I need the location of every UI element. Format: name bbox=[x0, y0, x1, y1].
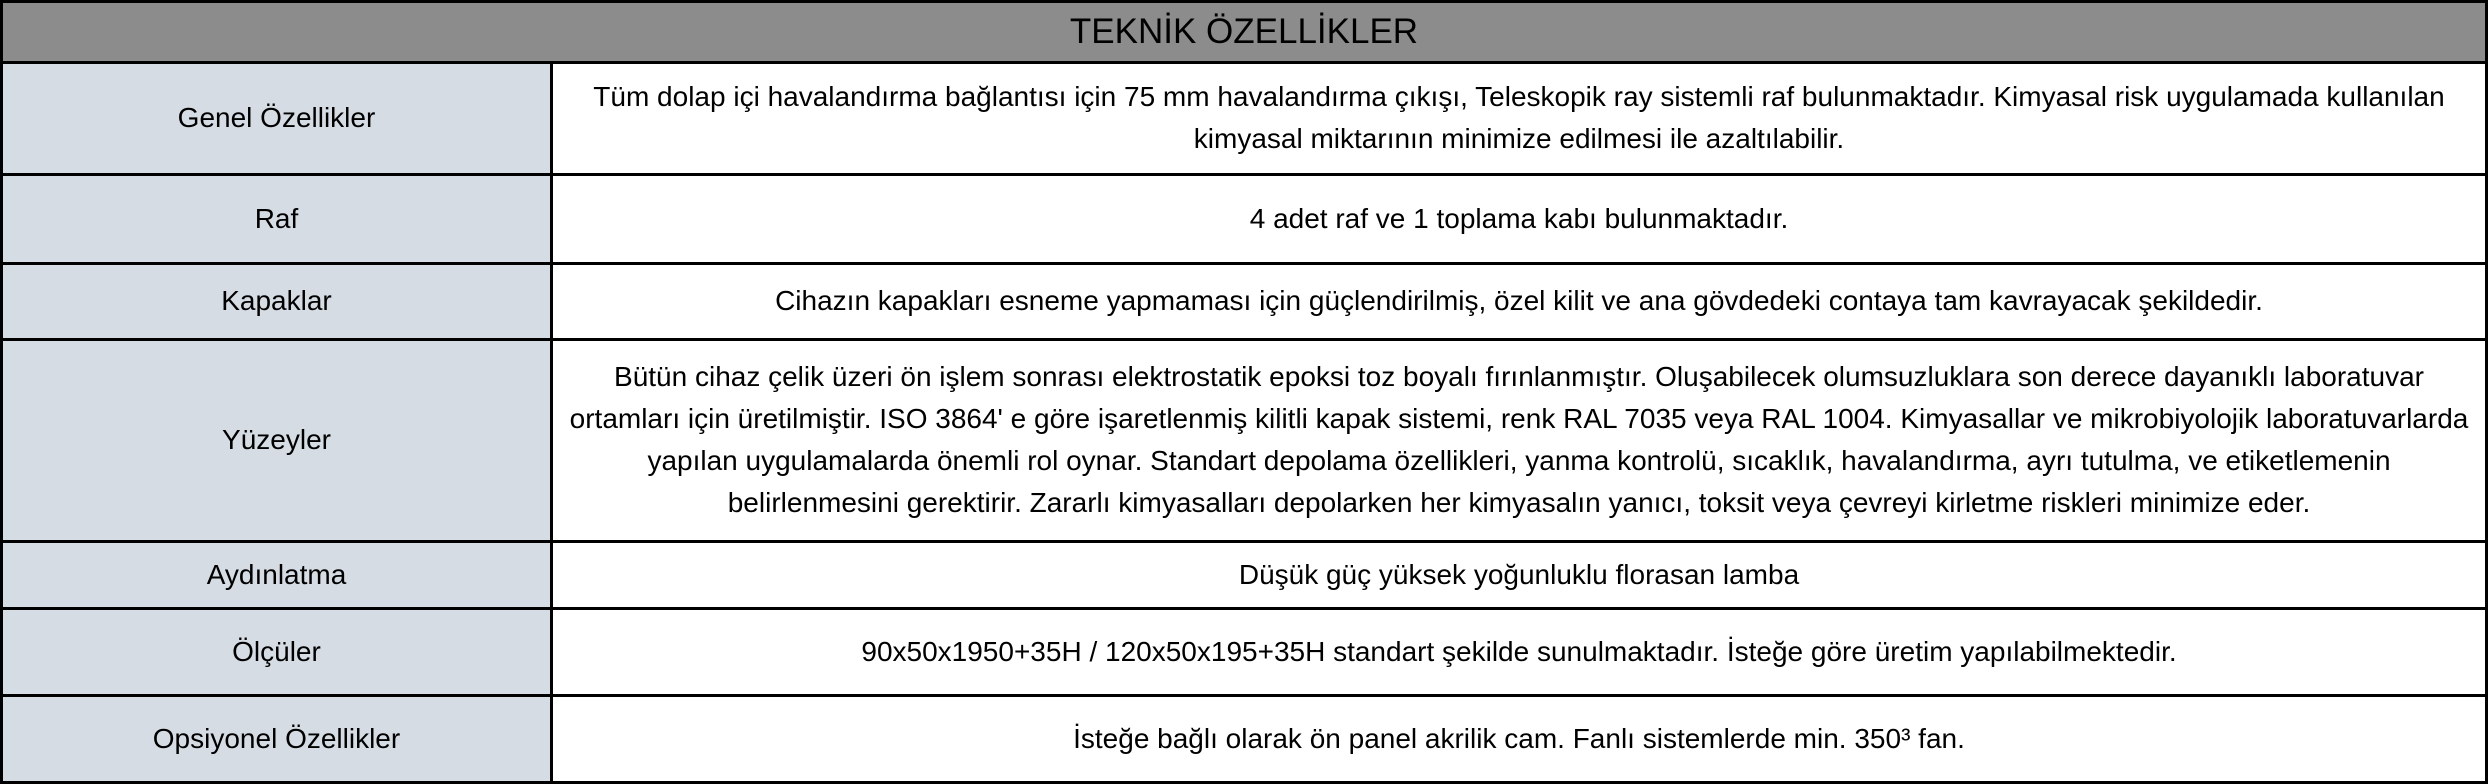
row-label-opsiyonel-ozellikler: Opsiyonel Özellikler bbox=[2, 695, 552, 782]
table-row-olculer bbox=[2, 609, 2487, 695]
row-label-yuzeyler: Yüzeyler bbox=[2, 339, 552, 541]
row-label-genel-ozellikler: Genel Özellikler bbox=[2, 63, 552, 175]
row-value-genel-ozellikler: Tüm dolap içi havalandırma bağlantısı için 75 mm havalandırma çıkışı, Teleskopik ray sistemli raf bulunmaktadır. Kimyasal risk uygulamada kullanılan kimyasal miktarının minimize edilmesi ile azaltılabilir. bbox=[552, 63, 2487, 175]
table-row-yuzeyler bbox=[2, 339, 2487, 541]
table-row-aydinlatma bbox=[2, 541, 2487, 608]
table-row-opsiyonel-ozellikler bbox=[2, 695, 2487, 782]
table-title: TEKNİK ÖZELLİKLER bbox=[2, 2, 2487, 63]
table-row-raf bbox=[2, 174, 2487, 263]
table-title-row bbox=[2, 2, 2487, 63]
row-label-olculer: Ölçüler bbox=[2, 609, 552, 695]
row-value-olculer: 90x50x1950+35H / 120x50x195+35H standart şekilde sunulmaktadır. İsteğe göre üretim yapılabilmektedir. bbox=[552, 609, 2487, 695]
table-row-genel-ozellikler bbox=[2, 63, 2487, 175]
row-label-raf: Raf bbox=[2, 174, 552, 263]
row-value-yuzeyler: Bütün cihaz çelik üzeri ön işlem sonrası elektrostatik epoksi toz boyalı fırınlanmıştır. Oluşabilecek olumsuzluklara son derece dayanıklı laboratuvar ortamları için üretilmiştir. ISO 3864' e göre işaretlenmiş kilitli kapak sistemi, renk RAL 7035 veya RAL 1004. Kimyasallar ve mikrobiyolojik laboratuvarlarda yapılan uygulamalarda önemli rol oynar. Standart depolama özellikleri, yanma kontrolü, sıcaklık, havalandırma, ayrı tutulma, ve etiketlemenin belirlenmesini gerektirir. Zararlı kimyasalları depolarken her kimyasalın yanıcı, toksit veya çevreyi kirletme riskleri minimize eder. bbox=[552, 339, 2487, 541]
row-value-aydinlatma: Düşük güç yüksek yoğunluklu florasan lamba bbox=[552, 541, 2487, 608]
row-value-raf: 4 adet raf ve 1 toplama kabı bulunmaktadır. bbox=[552, 174, 2487, 263]
row-label-aydinlatma: Aydınlatma bbox=[2, 541, 552, 608]
row-label-kapaklar: Kapaklar bbox=[2, 264, 552, 339]
row-value-kapaklar: Cihazın kapakları esneme yapmaması için güçlendirilmiş, özel kilit ve ana gövdedeki contaya tam kavrayacak şekildedir. bbox=[552, 264, 2487, 339]
row-value-opsiyonel-ozellikler: İsteğe bağlı olarak ön panel akrilik cam. Fanlı sistemlerde min. 350³ fan. bbox=[552, 695, 2487, 782]
table-row-kapaklar bbox=[2, 264, 2487, 339]
